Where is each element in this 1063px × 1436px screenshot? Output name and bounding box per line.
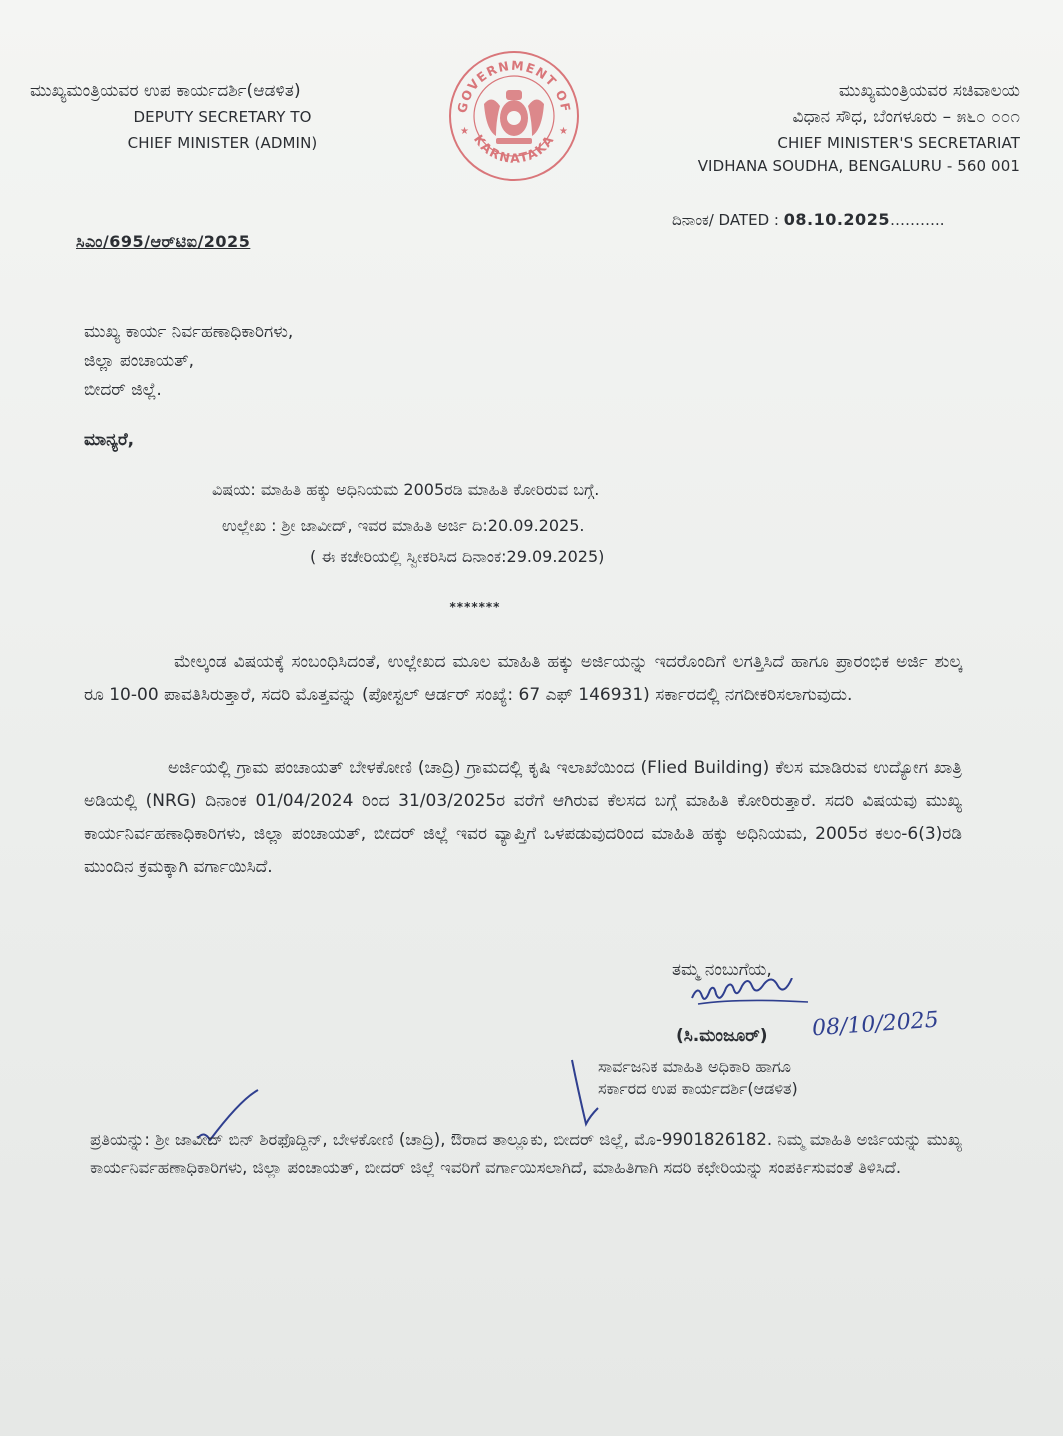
signatory-name: (ಸಿ.ಮಂಜೂರ್) xyxy=(676,1026,768,1046)
svg-text:★: ★ xyxy=(460,126,469,137)
reference-sub-line: ( ಈ ಕಚೇರಿಯಲ್ಲಿ ಸ್ವೀಕರಿಸಿದ ದಿನಾಂಕ:29.09.2025) xyxy=(310,547,605,566)
date-label: ದಿನಾಂಕ/ DATED : xyxy=(672,211,779,229)
designation-line-1: ಸಾರ್ವಜನಿಕ ಮಾಹಿತಿ ಅಧಿಕಾರಿ ಹಾಗೂ xyxy=(598,1057,791,1076)
closing-yours: ತಮ್ಮ ನಂಬುಗೆಯ, xyxy=(672,960,772,980)
header-left-english-1: DEPUTY SECRETARY TO xyxy=(133,108,312,126)
body-paragraph-1: ಮೇಲ್ಕಂಡ ವಿಷಯಕ್ಕೆ ಸಂಬಂಧಿಸಿದಂತೆ, ಉಲ್ಲೇಖದ ಮೂಲ ಮಾಹಿತಿ ಹಕ್ಕು ಅರ್ಜಿಯನ್ನು ಇದರೊಂದಿಗೆ ಲಗತ್ತಿಸಿದೆ ಹಾಗೂ ಪ್ರಾರಂಭಿಕ ಅರ್ಜಿ ಶುಲ್ಕ ರೂ 10-00 ಪಾವತಿಸಿರುತ್ತಾರೆ, ಸದರಿ ಮೊತ್ತವನ್ನು (ಪೋಸ್ಟಲ್ ಆರ್ಡರ್ ಸಂಖ್ಯೆ: 67 ಎಫ್ 146931) ಸರ್ಕಾರದಲ್ಲಿ ನಗದೀಕರಿಸಲಾಗುವುದು. xyxy=(84,652,962,705)
copy-to-paragraph: ಪ್ರತಿಯನ್ನು: ಶ್ರೀ ಜಾವೀದ್ ಬಿನ್ ಶಿರಫೊದ್ದಿನ್, ಬೇಳಕೋಣಿ (ಚಾದ್ರಿ), ಔರಾದ ತಾಲ್ಲೂಕು, ಬೀದರ್ ಜಿಲ್ಲೆ, ಮೊ-9901826182. ನಿಮ್ಮ ಮಾಹಿತಿ ಅರ್ಜಿಯನ್ನು ಮುಖ್ಯ ಕಾರ್ಯನಿರ್ವಹಣಾಧಿಕಾರಿಗಳು, ಜಿಲ್ಲಾ ಪಂಚಾಯತ್, ಬೀದರ್ ಜಿಲ್ಲೆ ಇವರಿಗೆ ವರ್ಗಾಯಿಸಲಾಗಿದೆ, ಮಾಹಿತಿಗಾಗಿ ಸದರಿ ಕಛೇರಿಯನ್ನು ಸಂಪರ್ಕಿಸುವಂತೆ ತಿಳಿಸಿದೆ. xyxy=(90,1130,962,1177)
salutation: ಮಾನ್ಯರೆ, xyxy=(84,430,135,450)
header-right-kannada-2: ವಿಧಾನ ಸೌಧ, ಬೆಂಗಳೂರು – ೫೬೦ ೦೦೧ xyxy=(792,107,1020,127)
date-dots: ……….. xyxy=(889,211,945,229)
signature-date-handwritten: 08/10/2025 xyxy=(811,1007,940,1042)
signature-scribble xyxy=(688,978,838,1012)
addressee-line-1: ಮುಖ್ಯ ಕಾರ್ಯ ನಿರ್ವಹಣಾಧಿಕಾರಿಗಳು, xyxy=(84,322,294,342)
header-right-kannada-1: ಮುಖ್ಯಮಂತ್ರಿಯವರ ಸಚಿವಾಲಯ xyxy=(838,81,1020,101)
emblem-text-top: GOVERNMENT OF xyxy=(454,57,574,115)
karnataka-emblem xyxy=(444,44,584,184)
date-value: 08.10.2025 xyxy=(783,210,890,229)
header-right-english-1: CHIEF MINISTER'S SECRETARIAT xyxy=(777,134,1020,152)
header-left-kannada: ಮುಖ್ಯಮಂತ್ರಿಯವರ ಉಪ ಕಾರ್ಯದರ್ಶಿ(ಆಡಳಿತ) xyxy=(30,81,301,101)
separator-stars: ******* xyxy=(449,600,501,614)
subject-line: ವಿಷಯ: ಮಾಹಿತಿ ಹಕ್ಕು ಅಧಿನಿಯಮ 2005ರಡಿ ಮಾಹಿತಿ ಕೋರಿರುವ ಬಗ್ಗೆ. xyxy=(212,480,600,499)
addressee-line-2: ಜಿಲ್ಲಾ ಪಂಚಾಯತ್, xyxy=(84,351,195,371)
handwritten-signature-icon xyxy=(688,978,838,1012)
svg-text:KARNATAKA xyxy=(471,132,557,166)
addressee-line-3: ಬೀದರ್ ಜಿಲ್ಲೆ. xyxy=(84,380,162,400)
addressee-block xyxy=(84,318,293,405)
body-paragraph-2: ಅರ್ಜಿಯಲ್ಲಿ ಗ್ರಾಮ ಪಂಚಾಯತ್ ಬೇಳಕೋಣಿ (ಚಾದ್ರಿ) ಗ್ರಾಮದಲ್ಲಿ ಕೃಷಿ ಇಲಾಖೆಯಿಂದ (Flied Building) ಕೆಲಸ ಮಾಡಿರುವ ಉದ್ಯೋಗ ಖಾತ್ರಿ ಅಡಿಯಲ್ಲಿ (NRG) ದಿನಾಂಕ 01/04/2024 ರಿಂದ 31/03/2025ರ ವರೆಗೆ ಆಗಿರುವ ಕೆಲಸದ ಬಗ್ಗೆ ಮಾಹಿತಿ ಕೋರಿರುತ್ತಾರೆ. ಸದರಿ ವಿಷಯವು ಮುಖ್ಯ ಕಾರ್ಯನಿರ್ವಹಣಾಧಿಕಾರಿಗಳು, ಜಿಲ್ಲಾ ಪಂಚಾಯತ್, ಬೀದರ್ ಜಿಲ್ಲೆ ಇವರ ವ್ಯಾಪ್ತಿಗೆ ಒಳಪಡುವುದರಿಂದ ಮಾಹಿತಿ ಹಕ್ಕು ಅಧಿನಿಯಮ, 2005ರ ಕಲಂ-6(3)ರಡಿ ಮುಂದಿನ ಕ್ರಮಕ್ಕಾಗಿ ವರ್ಗಾಯಿಸಿದೆ. xyxy=(84,758,962,877)
designation-line-2: ಸರ್ಕಾರದ ಉಪ ಕಾರ್ಯದರ್ಶಿ(ಆಡಳಿತ) xyxy=(598,1079,798,1098)
reference-line: ಉಲ್ಲೇಖ : ಶ್ರೀ ಜಾವೀದ್, ಇವರ ಮಾಹಿತಿ ಅರ್ಜಿ ದಿ:20.09.2025. xyxy=(222,516,585,535)
header-right-english-2: VIDHANA SOUDHA, BENGALURU - 560 001 xyxy=(697,157,1020,175)
emblem-text-bottom: KARNATAKA xyxy=(470,131,558,166)
header-left-english-2: CHIEF MINISTER (ADMIN) xyxy=(127,134,318,152)
emblem-seal-icon xyxy=(444,44,584,184)
date-line xyxy=(672,210,1032,229)
svg-text:★: ★ xyxy=(559,126,568,137)
reference-number: ಸಿಎಂ/695/ಆರ್‌ಟಿಐ/2025 xyxy=(76,232,251,251)
